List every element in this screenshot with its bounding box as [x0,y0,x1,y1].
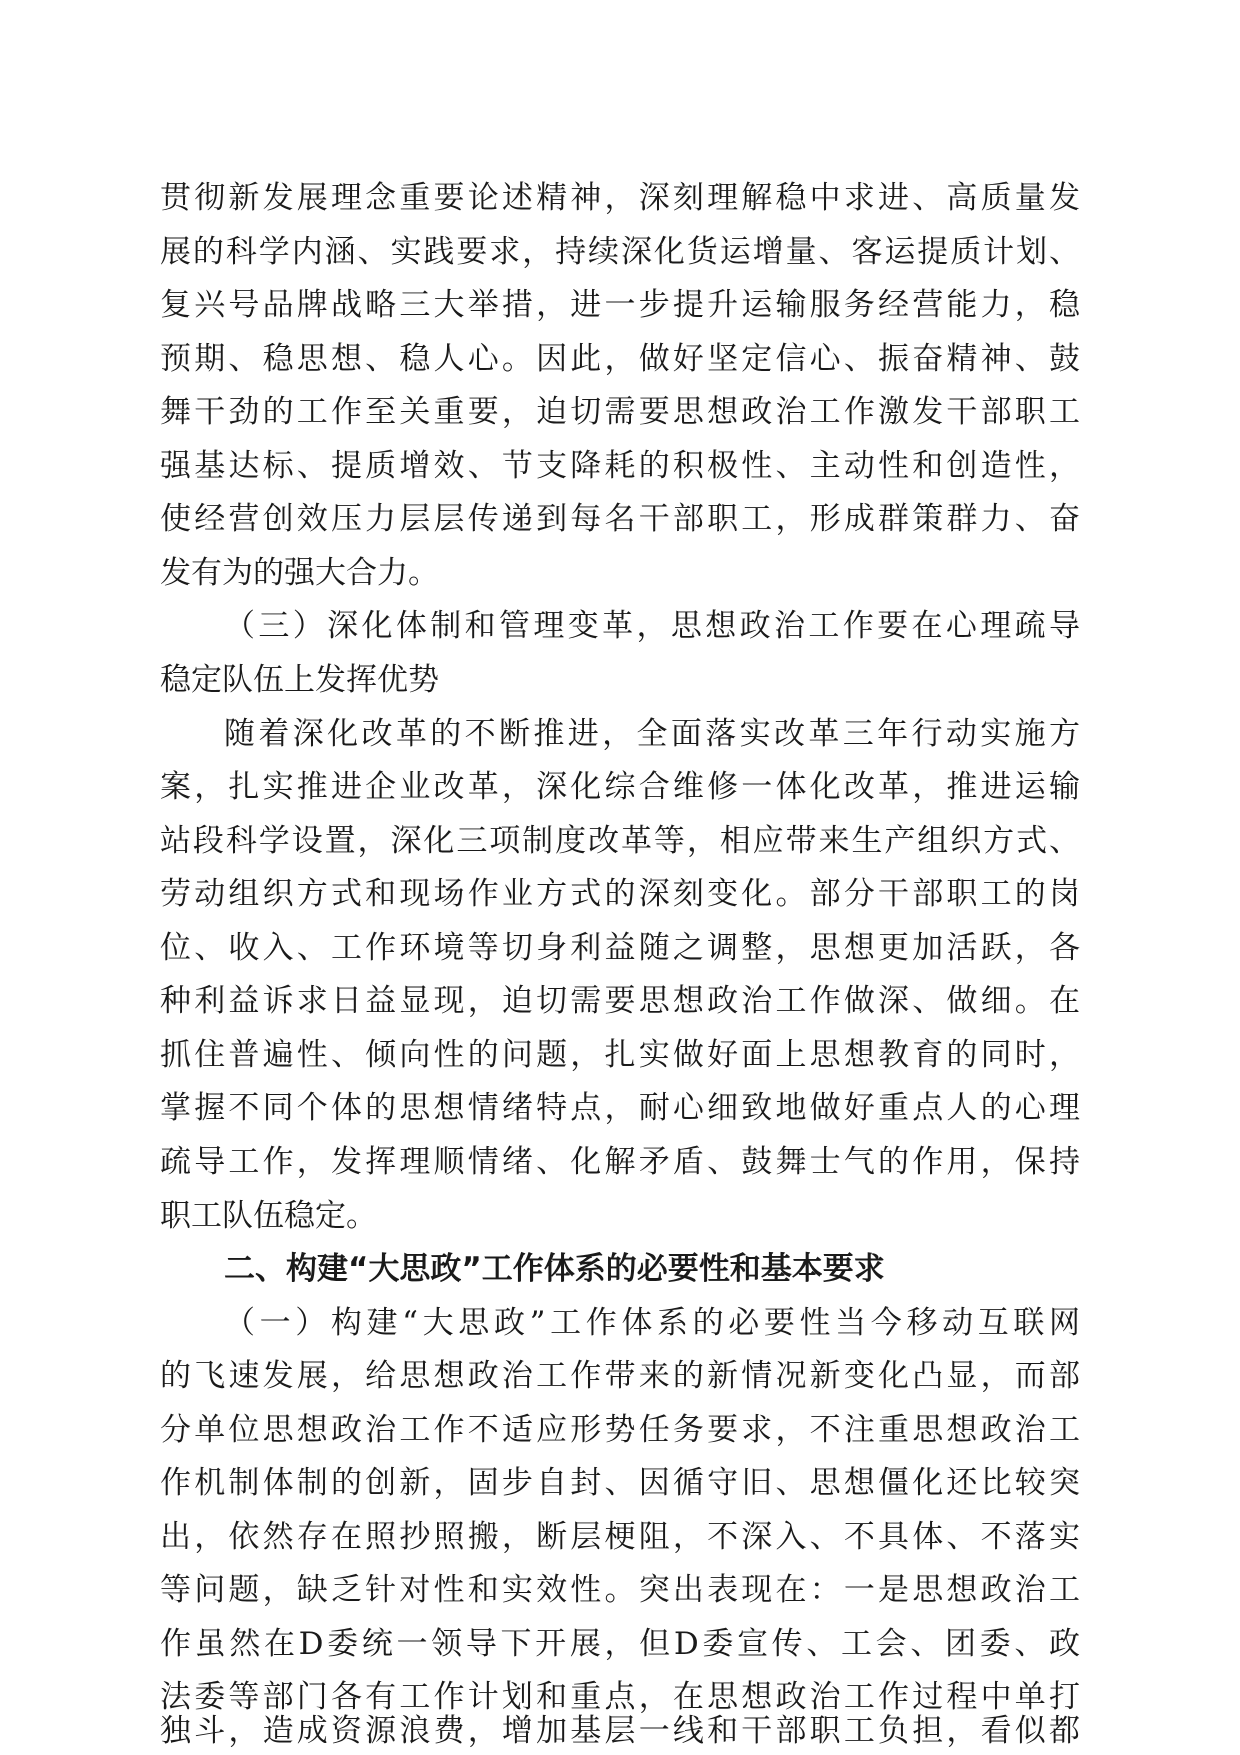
body-line: 等问题，缺乏针对性和实效性。突出表现在：一是思想政治工 [160,1572,1080,1608]
body-line: 发有为的强大合力。 [160,555,439,591]
body-line: 分单位思想政治工作不适应形势任务要求，不注重思想政治工 [160,1412,1080,1448]
subsection-heading: 稳定队伍上发挥优势 [160,662,439,698]
body-line: 随着深化改革的不断推进，全面落实改革三年行动实施方 [224,716,1080,752]
subsection-heading: （三）深化体制和管理变革，思想政治工作要在心理疏导 [224,608,1080,644]
body-line: 独斗，造成资源浪费，增加基层一线和干部职工负担，看似都 [160,1713,1080,1749]
body-line: 的飞速发展，给思想政治工作带来的新情况新变化凸显，而部 [160,1358,1080,1394]
body-line: 贯彻新发展理念重要论述精神，深刻理解稳中求进、高质量发 [160,180,1080,216]
body-line: 强基达标、提质增效、节支降耗的积极性、主动性和创造性， [160,448,1080,484]
body-line: 抓住普遍性、倾向性的问题，扎实做好面上思想教育的同时， [160,1037,1080,1073]
section-heading: 二、构建“大思政”工作体系的必要性和基本要求 [224,1251,885,1287]
body-line: 作机制体制的创新，固步自封、因循守旧、思想僵化还比较突 [160,1465,1080,1501]
body-line: 复兴号品牌战略三大举措，进一步提升运输服务经营能力，稳 [160,287,1080,323]
body-line: 作虽然在D委统一领导下开展，但D委宣传、工会、团委、政 [160,1626,1080,1662]
body-line: （一）构建“大思政”工作体系的必要性当今移动互联网 [224,1305,1080,1341]
body-line: 掌握不同个体的思想情绪特点，耐心细致地做好重点人的心理 [160,1090,1080,1126]
body-line: 种利益诉求日益显现，迫切需要思想政治工作做深、做细。在 [160,983,1080,1019]
body-line: 舞干劲的工作至关重要，迫切需要思想政治工作激发干部职工 [160,394,1080,430]
body-line: 职工队伍稳定。 [160,1198,377,1234]
body-line: 使经营创效压力层层传递到每名干部职工，形成群策群力、奋 [160,501,1080,537]
body-line: 疏导工作，发挥理顺情绪、化解矛盾、鼓舞士气的作用，保持 [160,1144,1080,1180]
body-line: 法委等部门各有工作计划和重点，在思想政治工作过程中单打 [160,1679,1080,1715]
body-line: 预期、稳思想、稳人心。因此，做好坚定信心、振奋精神、鼓 [160,341,1080,377]
body-line: 展的科学内涵、实践要求，持续深化货运增量、客运提质计划、 [160,234,1080,270]
body-line: 劳动组织方式和现场作业方式的深刻变化。部分干部职工的岗 [160,876,1080,912]
body-line: 案，扎实推进企业改革，深化综合维修一体化改革，推进运输 [160,769,1080,805]
body-line: 位、收入、工作环境等切身利益随之调整，思想更加活跃，各 [160,930,1080,966]
body-line: 站段科学设置，深化三项制度改革等，相应带来生产组织方式、 [160,823,1080,859]
body-line: 出，依然存在照抄照搬，断层梗阻，不深入、不具体、不落实 [160,1519,1080,1555]
